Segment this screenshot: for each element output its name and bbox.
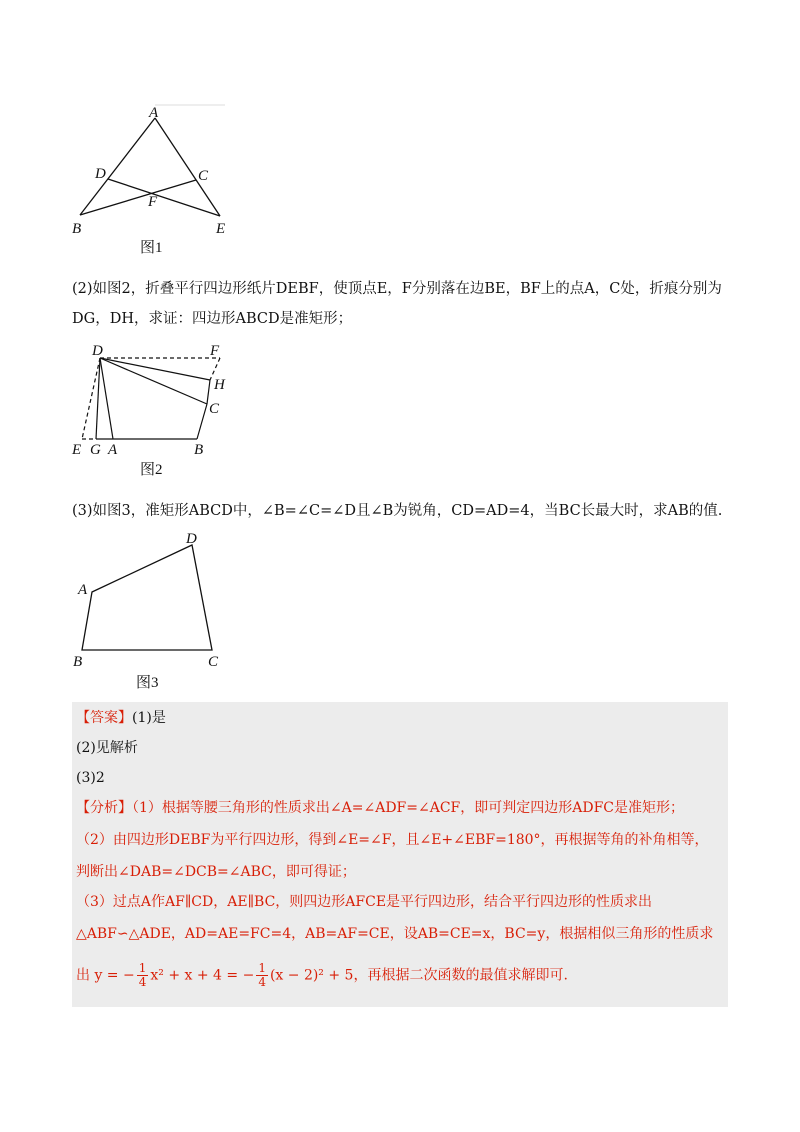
analysis-line-2: （2）由四边形DEBF为平行四边形，得到∠E=∠F，且∠E+∠EBF=180°，再根据等角的补角相等， — [76, 832, 709, 848]
label-b: B — [73, 654, 83, 670]
figure-2-caption: 图2 — [140, 462, 163, 478]
edge-dg — [96, 358, 100, 439]
question-2-line-1: (2)如图2，折叠平行四边形纸片DEBF，使顶点E，F分别落在边BE，BF上的点A，C处，折痕分别为 — [72, 281, 722, 297]
label-d: D — [92, 343, 103, 359]
question-2 — [72, 274, 732, 334]
answer-part-1: (1)是 — [132, 710, 166, 726]
question-2-line-2: DG，DH，求证：四边形ABCD是准矩形； — [72, 311, 353, 327]
analysis-line-6 — [76, 962, 568, 989]
label-c: C — [208, 654, 219, 670]
edge-da — [100, 358, 113, 439]
label-e: E — [72, 442, 82, 458]
edge-dh — [100, 358, 210, 380]
label-b: B — [72, 221, 82, 237]
label-b: B — [194, 442, 204, 458]
fraction-numerator: 1 — [138, 961, 147, 975]
analysis-line-1 — [76, 798, 684, 818]
fraction-one-quarter — [137, 962, 149, 989]
label-d: D — [186, 531, 197, 547]
question-3-line-1: (3)如图3，准矩形ABCD中，∠B=∠C=∠D且∠B为锐角，CD=AD=4，当BC长最大时，求AB的值. — [72, 503, 723, 519]
answer-tag: 【答案】 — [76, 710, 132, 726]
figure-3-caption: 图3 — [136, 675, 159, 691]
label-c: C — [198, 168, 209, 184]
analysis-line-3: 判断出∠DAB=∠DCB=∠ABC，即可得证； — [76, 864, 356, 880]
analysis-line-4: （3）过点A作AF∥CD，AE∥BC，则四边形AFCE是平行四边形，结合平行四边形的性质求出 — [76, 894, 653, 910]
figure-3 — [60, 528, 260, 693]
fraction-one-quarter-2 — [256, 962, 268, 989]
edge-dc-e — [108, 179, 220, 216]
label-f: F — [210, 343, 220, 359]
label-a: A — [78, 582, 88, 598]
fraction-denominator: 4 — [138, 975, 147, 989]
edge-ab — [80, 118, 155, 215]
label-e: E — [216, 221, 226, 237]
figure-1-caption: 图1 — [140, 240, 163, 256]
label-d: D — [95, 166, 106, 182]
edge-dc — [100, 358, 207, 404]
edge-de-dashed — [82, 358, 100, 439]
label-a: A — [108, 442, 118, 458]
label-a: A — [149, 105, 159, 121]
quad-abcd — [82, 545, 212, 650]
analysis-line-5: △ABF∽△ADE，AD=AE=FC=4，AB=AF=CE，设AB=CE=x，BC=y，根据相似三角形的性质求 — [76, 926, 714, 942]
analysis-line-6-pre: 出 y = − — [76, 967, 135, 984]
analysis-text-1: （1）根据等腰三角形的性质求出∠A=∠ADF=∠ACF，即可判定四边形ADFC是准矩形； — [132, 800, 685, 816]
label-g: G — [90, 442, 101, 458]
answer-line-1 — [76, 708, 166, 728]
fraction-numerator-2: 1 — [258, 961, 266, 975]
edge-cb — [80, 180, 196, 215]
analysis-line-6-post: (x − 2)² + 5，再根据二次函数的最值求解即可. — [269, 967, 568, 984]
answer-part-3: (3)2 — [76, 770, 105, 786]
label-h: H — [214, 377, 225, 393]
edge-ae — [155, 118, 220, 216]
question-3 — [72, 496, 732, 526]
analysis-tag: 【分析】 — [76, 800, 132, 816]
answer-part-2: (2)见解析 — [76, 740, 138, 756]
figure-1 — [60, 96, 260, 261]
figure-2 — [60, 338, 250, 488]
fraction-denominator-2: 4 — [258, 975, 266, 989]
analysis-line-6-mid: x² + x + 4 = − — [150, 967, 255, 984]
label-f: F — [148, 194, 158, 210]
label-c: C — [209, 401, 220, 417]
edge-bc — [197, 404, 207, 439]
